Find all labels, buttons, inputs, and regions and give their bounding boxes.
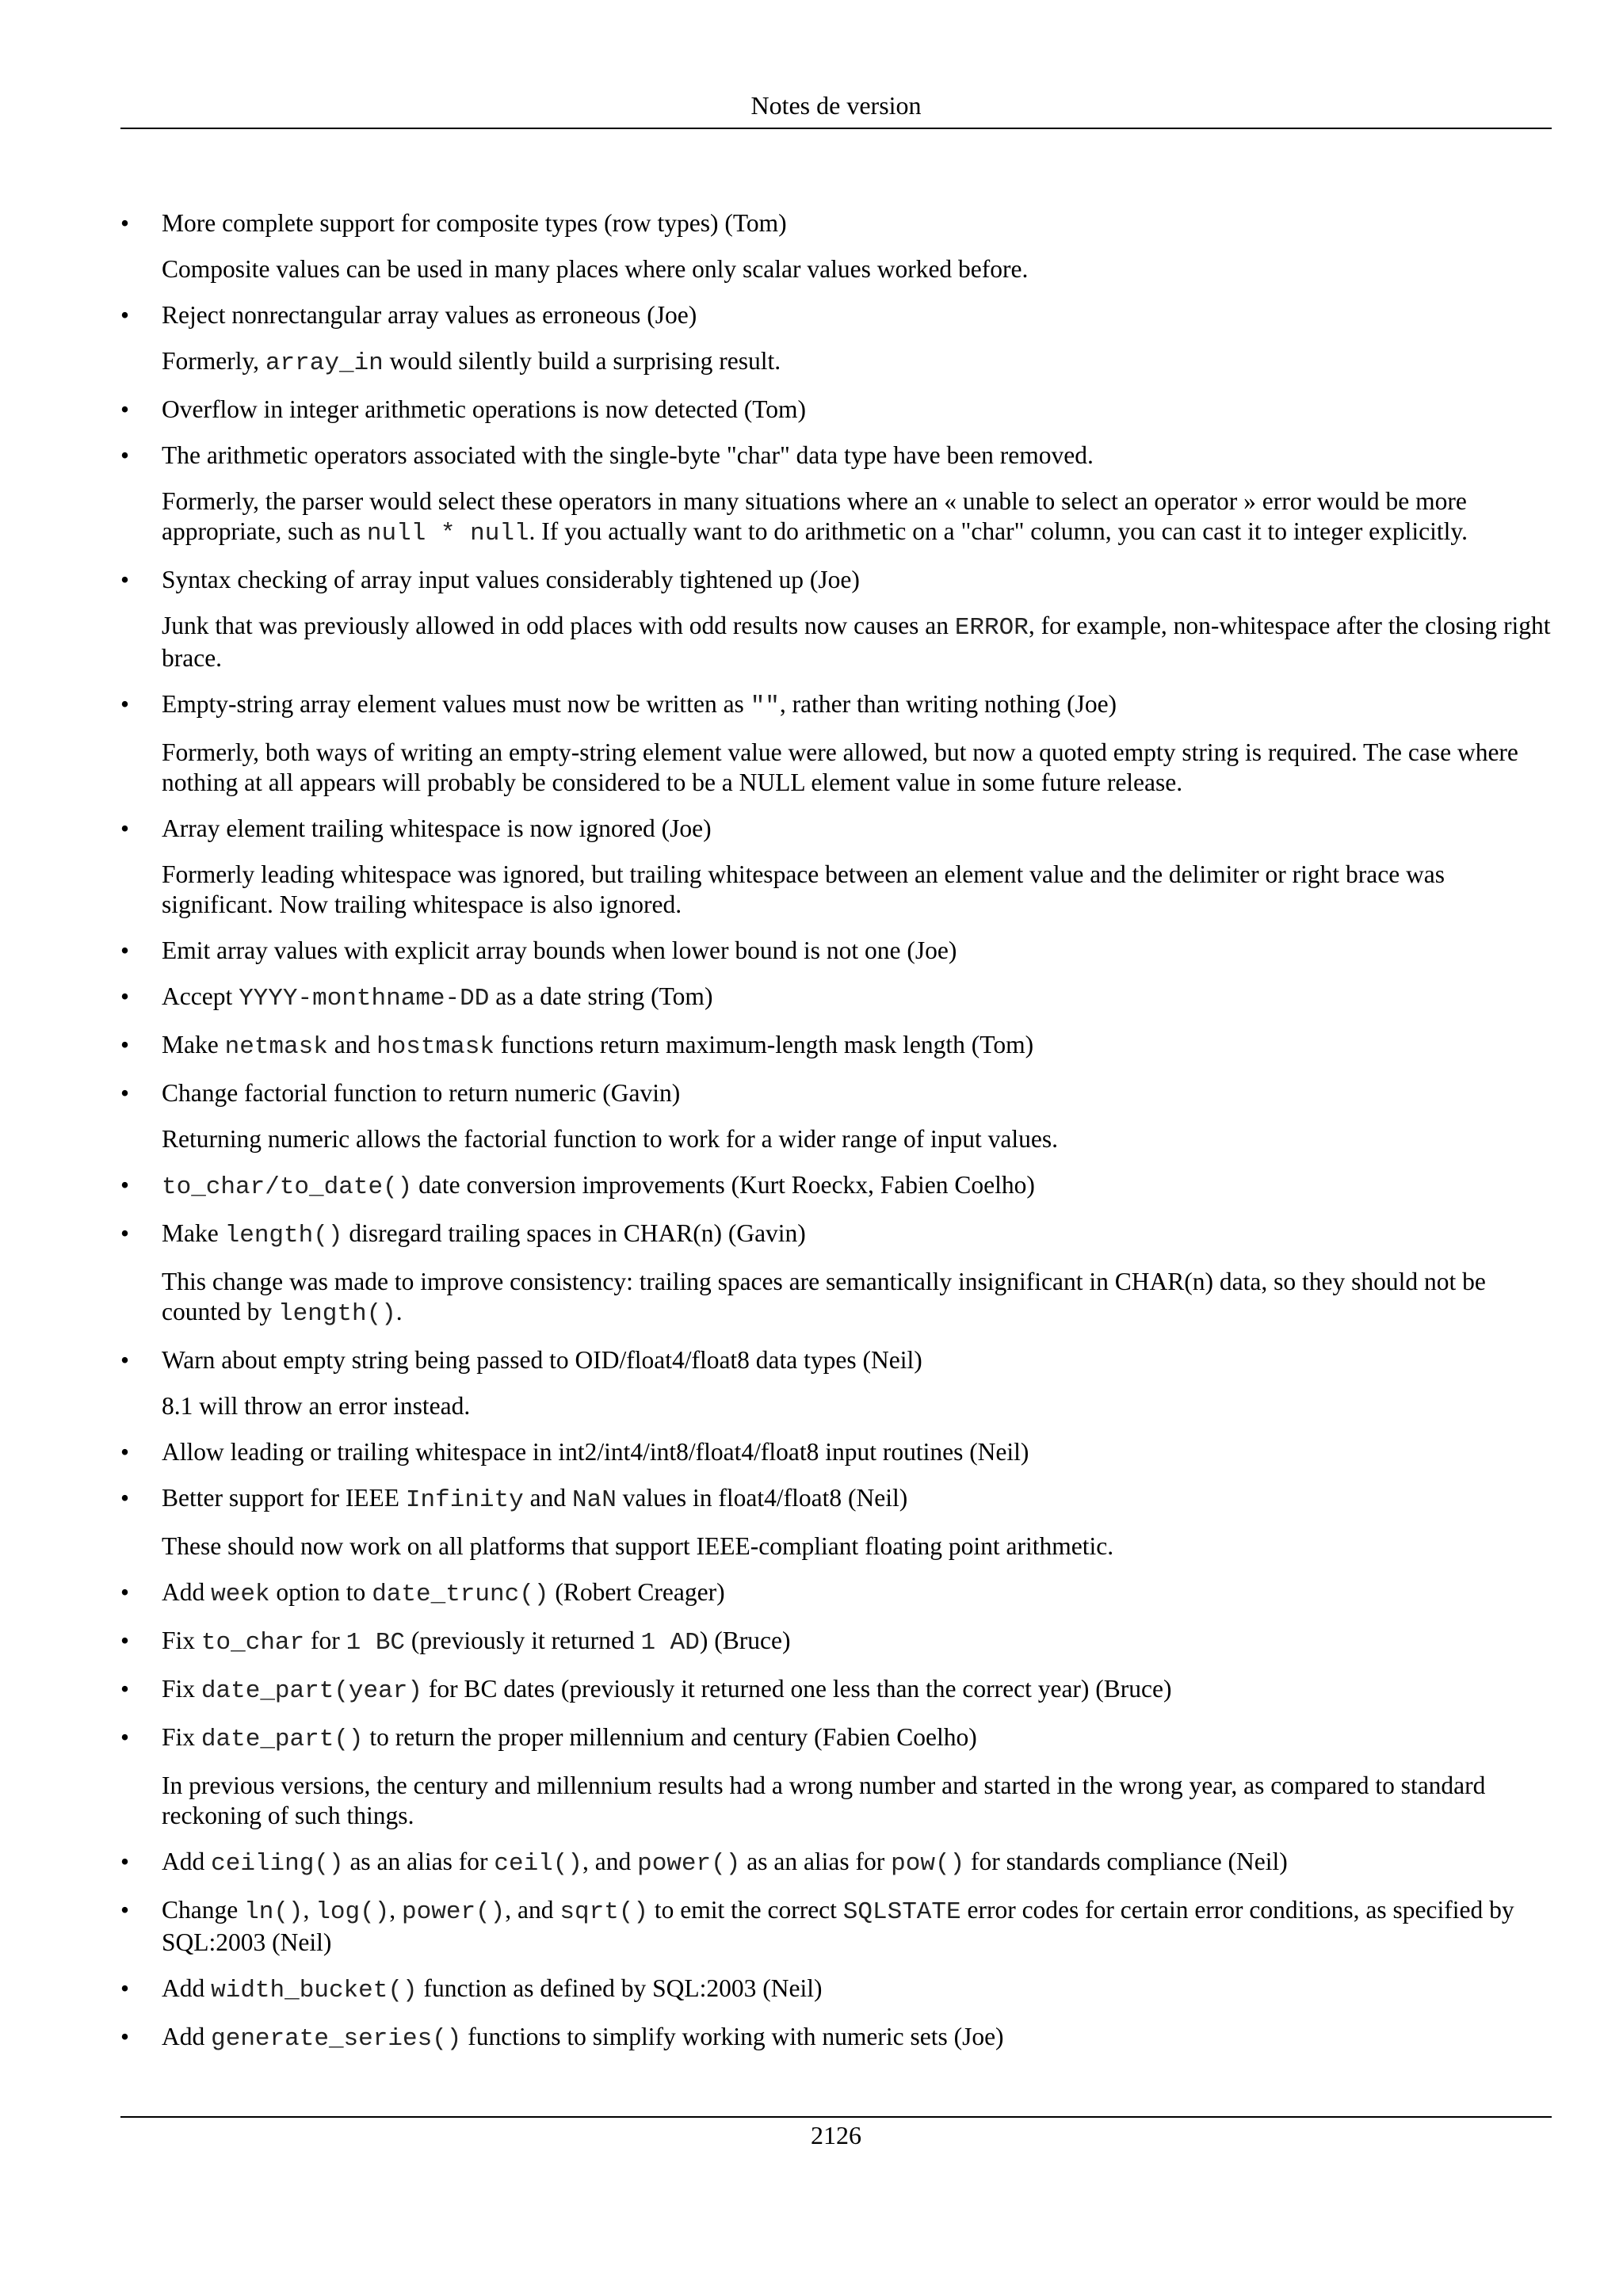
text-run: values in float4/float8 (Neil) [616,1484,908,1512]
list-item-title [162,1219,1552,1251]
code-literal: log() [315,1898,390,1926]
text-run: , rather than writing nothing (Joe) [779,690,1117,718]
text-run: Empty-string array element values must now be written as [162,690,750,718]
list-item-title [162,300,1552,330]
text-run: Junk that was previously allowed in odd places with odd results now causes an [162,612,955,639]
code-literal: power() [637,1850,741,1878]
list-item [120,1219,1552,1329]
text-run: and [523,1484,572,1512]
list-item-title [162,208,1552,238]
code-literal: week [211,1581,270,1608]
bullet-icon: • [120,936,130,964]
list-item [120,395,1552,425]
list-item-description [162,1391,1552,1421]
text-run: Formerly, both ways of writing an empty-string element value were allowed, but now a quoted empty string is required. The case where nothing at all appears will probably be considered to be a NULL element value in some future release. [162,738,1518,796]
text-run: as a date string (Tom) [489,982,713,1010]
release-notes-list [120,208,1552,2070]
text-run: Emit array values with explicit array bounds when lower bound is not one (Joe) [162,936,957,964]
code-literal: 1 AD [640,1629,700,1657]
code-literal: ceil() [494,1850,582,1878]
list-item-title [162,1895,1552,1958]
code-literal: length() [277,1300,396,1328]
text-run: error codes for certain error conditions, as specified by SQL:2003 (Neil) [162,1896,1514,1956]
code-literal: Infinity [405,1486,524,1514]
code-literal: "" [750,692,780,720]
code-literal: SQLSTATE [842,1898,961,1926]
code-literal: ERROR [954,614,1029,642]
bullet-icon: • [120,1438,130,1466]
page-header-title: Notes de version [750,91,922,120]
list-item [120,1483,1552,1562]
text-run: as an alias for [740,1848,892,1875]
list-item [120,1847,1552,1879]
list-item-title [162,1437,1552,1467]
text-run: Formerly, [162,347,265,375]
text-run: Formerly, the parser would select these operators in many situations where an « unable to select an operator » error would be more appropriate, such as [162,487,1467,545]
code-literal: null * null [366,520,529,547]
text-run: Change factorial function to return numeric (Gavin) [162,1079,681,1107]
list-item [120,1895,1552,1958]
list-item-title [162,982,1552,1014]
list-item-title [162,1483,1552,1516]
bullet-icon: • [120,395,130,423]
list-item-title [162,1974,1552,2006]
bullet-icon: • [120,1031,130,1058]
text-run: , and [582,1848,638,1875]
list-item-description [162,1267,1552,1329]
code-literal: YYYY-monthname-DD [239,985,490,1013]
text-run: This change was made to improve consistency: trailing spaces are semantically insignificant in CHAR(n) data, so they should not be counted by [162,1268,1486,1325]
list-item [120,1577,1552,1610]
list-item [120,565,1552,673]
list-item-title [162,689,1552,722]
bullet-icon: • [120,1896,130,1924]
list-item-title [162,2022,1552,2054]
list-item [120,1437,1552,1467]
list-item-title [162,441,1552,471]
code-literal: ln() [244,1898,304,1926]
list-item-title [162,936,1552,966]
list-item-title [162,1345,1552,1375]
text-run: These should now work on all platforms that support IEEE-compliant floating point arithmetic. [162,1532,1114,1560]
list-item [120,2022,1552,2054]
text-run: for [304,1627,346,1654]
bullet-icon: • [120,1079,130,1107]
list-item [120,1626,1552,1658]
bullet-icon: • [120,1974,130,2002]
list-item [120,1170,1552,1203]
list-item-description [162,1771,1552,1831]
text-run: (Robert Creager) [548,1578,725,1606]
bullet-icon: • [120,209,130,237]
list-item-description [162,346,1552,379]
text-run: functions return maximum-length mask length (Tom) [494,1031,1034,1058]
list-item-description [162,486,1552,549]
text-run: Composite values can be used in many places where only scalar values worked before. [162,255,1029,283]
list-item-title [162,1030,1552,1062]
list-item-title [162,1577,1552,1610]
list-item-title [162,1078,1552,1108]
code-literal: power() [402,1898,506,1926]
text-run: Formerly leading whitespace was ignored, but trailing whitespace between an element value and the delimiter or right brace was significant. Now trailing whitespace is also ignored. [162,860,1445,918]
code-literal: sqrt() [559,1898,649,1926]
list-item-title [162,1674,1552,1707]
page-number: 2126 [811,2121,861,2149]
code-literal: to_char/to_date() [162,1173,413,1201]
list-item-description [162,860,1552,920]
text-run: 8.1 will throw an error instead. [162,1392,471,1420]
text-run: and [327,1031,377,1058]
text-run: Array element trailing whitespace is now ignored (Joe) [162,814,712,842]
list-item-title [162,1847,1552,1879]
footer-rule [120,2116,1552,2118]
text-run: to emit the correct [648,1896,843,1924]
bullet-icon: • [120,1627,130,1654]
code-literal: 1 BC [346,1629,406,1657]
list-item [120,208,1552,284]
list-item [120,982,1552,1014]
text-run: Returning numeric allows the factorial function to work for a wider range of input values. [162,1125,1059,1153]
text-run: to return the proper millennium and century (Fabien Coelho) [363,1723,977,1751]
list-item-title [162,1626,1552,1658]
text-run: Better support for IEEE [162,1484,406,1512]
bullet-icon: • [120,1578,130,1606]
text-run: , [303,1896,316,1924]
text-run: option to [269,1578,372,1606]
bullet-icon: • [120,814,130,842]
text-run: Fix [162,1723,201,1751]
bullet-icon: • [120,1675,130,1703]
list-item-description [162,1531,1552,1562]
bullet-icon: • [120,2023,130,2050]
text-run: as an alias for [343,1848,495,1875]
code-literal: array_in [265,349,384,377]
text-run: Add [162,1848,212,1875]
list-item [120,300,1552,379]
text-run: More complete support for composite types (row types) (Tom) [162,209,787,237]
list-item [120,689,1552,798]
code-literal: date_trunc() [372,1581,549,1608]
text-run: , [389,1896,403,1924]
list-item [120,936,1552,966]
bullet-icon: • [120,441,130,469]
text-run: Make [162,1031,225,1058]
header-rule [120,128,1552,129]
text-run: function as defined by SQL:2003 (Neil) [417,1974,823,2002]
text-run: Warn about empty string being passed to OID/float4/float8 data types (Neil) [162,1346,922,1374]
list-item-title [162,395,1552,425]
list-item [120,814,1552,920]
list-item [120,441,1552,549]
text-run: Fix [162,1675,201,1703]
bullet-icon: • [120,301,130,329]
text-run: Overflow in integer arithmetic operations is now detected (Tom) [162,395,807,423]
list-item-title [162,565,1552,595]
text-run: . If you actually want to do arithmetic on a "char" column, you can cast it to integer explicitly. [529,517,1468,545]
code-literal: width_bucket() [211,1977,418,2004]
code-literal: to_char [200,1629,305,1657]
list-item-description [162,254,1552,284]
bullet-icon: • [120,1346,130,1374]
text-run: Fix [162,1627,201,1654]
text-run: (previously it returned [405,1627,641,1654]
text-run: The arithmetic operators associated with the single-byte "char" data type have been removed. [162,441,1094,469]
bullet-icon: • [120,1219,130,1247]
bullet-icon: • [120,1171,130,1199]
list-item [120,1078,1552,1154]
bullet-icon: • [120,1848,130,1875]
code-literal: generate_series() [211,2025,462,2053]
bullet-icon: • [120,1723,130,1751]
text-run: Syntax checking of array input values considerably tightened up (Joe) [162,566,860,593]
code-literal: pow() [891,1850,965,1878]
list-item [120,1974,1552,2006]
text-run: , for example, non-whitespace after the closing right brace. [162,612,1551,672]
bullet-icon: • [120,566,130,593]
text-run: date conversion improvements (Kurt Roeckx, Fabien Coelho) [412,1171,1035,1199]
list-item-description [162,611,1552,673]
text-run: for BC dates (previously it returned one less than the correct year) (Bruce) [422,1675,1172,1703]
list-item [120,1674,1552,1707]
list-item-title [162,814,1552,844]
code-literal: date_part(year) [200,1677,422,1705]
text-run: Add [162,1578,212,1606]
text-run: Reject nonrectangular array values as erroneous (Joe) [162,301,697,329]
list-item-title [162,1170,1552,1203]
text-run: Change [162,1896,245,1924]
text-run: In previous versions, the century and millennium results had a wrong number and started in the wrong year, as compared to standard reckoning of such things. [162,1772,1486,1829]
text-run: Accept [162,982,239,1010]
text-run: ) (Bruce) [699,1627,791,1654]
list-item [120,1345,1552,1421]
text-run: for standards compliance (Neil) [964,1848,1288,1875]
text-run: , and [505,1896,560,1924]
list-item [120,1722,1552,1831]
code-literal: NaN [571,1486,617,1514]
text-run: functions to simplify working with numeric sets (Joe) [461,2023,1004,2050]
bullet-icon: • [120,982,130,1010]
text-run: Add [162,2023,212,2050]
bullet-icon: • [120,1484,130,1512]
bullet-icon: • [120,690,130,718]
text-run: Add [162,1974,212,2002]
list-item-description [162,1124,1552,1154]
text-run: Allow leading or trailing whitespace in int2/int4/int8/float4/float8 input routines (Neil) [162,1438,1029,1466]
text-run: would silently build a surprising result. [383,347,781,375]
text-run: Make [162,1219,225,1247]
code-literal: ceiling() [211,1850,344,1878]
code-literal: netmask [224,1033,328,1061]
list-item-title [162,1722,1552,1755]
code-literal: date_part() [200,1726,364,1753]
text-run: . [395,1298,403,1325]
code-literal: length() [224,1222,343,1249]
text-run: disregard trailing spaces in CHAR(n) (Gavin) [342,1219,806,1247]
list-item [120,1030,1552,1062]
code-literal: hostmask [376,1033,495,1061]
list-item-description [162,738,1552,798]
